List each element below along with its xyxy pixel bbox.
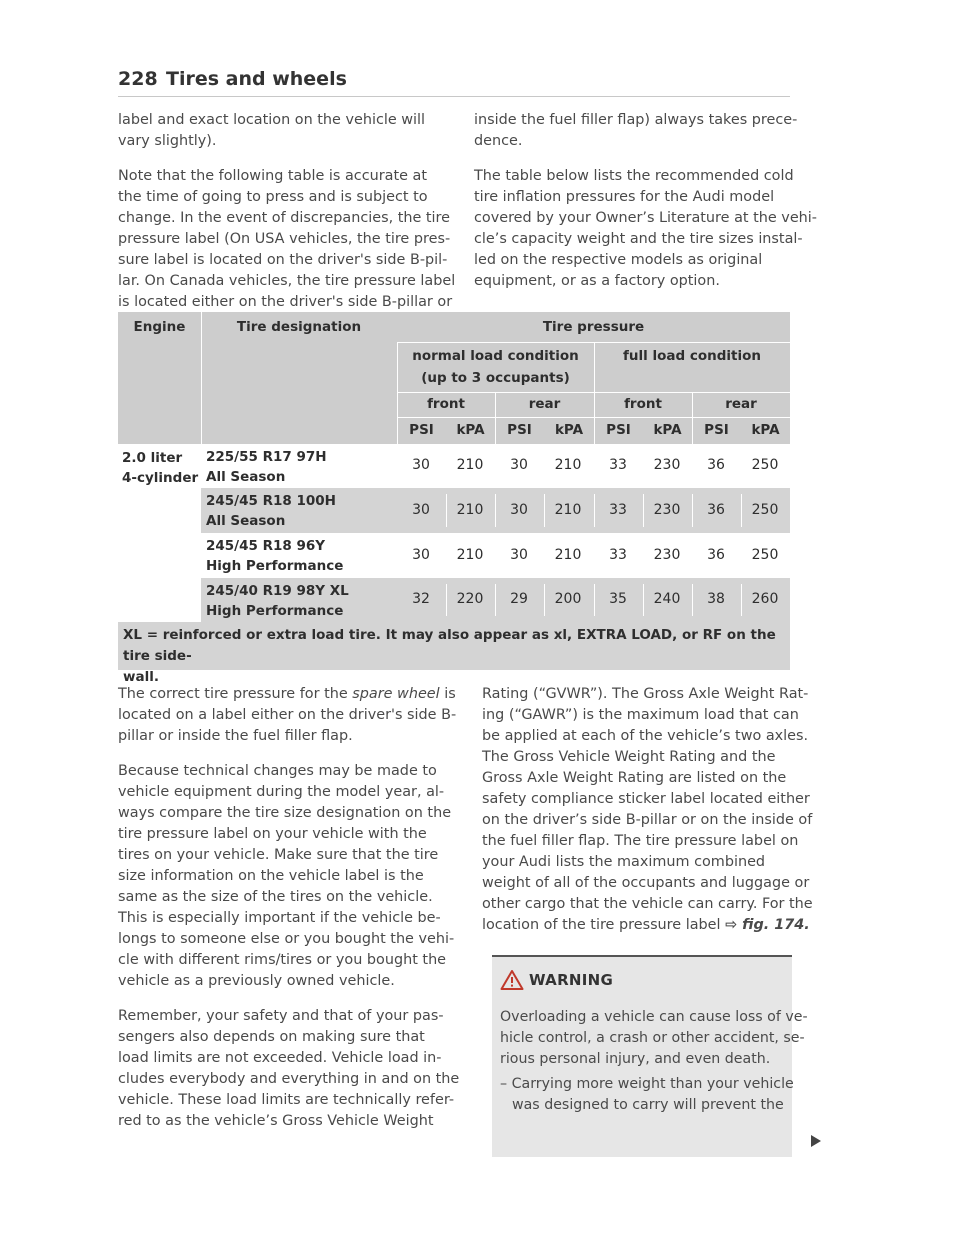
continue-arrow-icon <box>809 1134 823 1148</box>
pressure-value-cell: 30 <box>412 502 430 518</box>
tire-designation-cell: 225/55 R17 97H All Season <box>206 449 327 485</box>
pressure-value-cell: 250 <box>751 457 779 473</box>
bottom-left-column <box>118 684 458 1146</box>
engine-cell: 2.0 liter 4-cylinder <box>122 450 199 486</box>
header-normal-load-sub: (up to 3 occupants) <box>421 370 570 386</box>
header-front: front <box>427 396 465 412</box>
tire-designation-cell: 245/45 R18 96Y High Performance <box>206 538 344 574</box>
top-left-column <box>118 110 456 327</box>
pressure-value-cell: 30 <box>510 457 528 473</box>
pressure-value-cell: 250 <box>751 547 779 563</box>
header-tire-pressure: Tire pressure <box>542 319 645 335</box>
table-footnote: XL = reinforced or extra load tire. It may also appear as xl, EXTRA LOAD, or RF on the tire side- wall. <box>118 622 790 670</box>
header-unit: kPA <box>751 422 780 438</box>
pressure-value-cell: 33 <box>609 457 627 473</box>
warning-box <box>492 955 808 1157</box>
header-normal-load: normal load condition <box>412 348 579 364</box>
paragraph: inside the fuel filler flap) always takes prece- dence. <box>474 112 798 149</box>
header-unit: PSI <box>704 422 729 438</box>
header-unit: kPA <box>456 422 485 438</box>
pressure-value-cell: 260 <box>751 591 779 607</box>
warning-triangle-icon <box>500 969 524 991</box>
top-right-column <box>474 110 817 306</box>
spare-wheel-term: spare wheel <box>352 686 440 702</box>
pressure-value-cell: 30 <box>510 502 528 518</box>
pressure-value-cell: 30 <box>412 547 430 563</box>
pressure-value-cell: 210 <box>554 457 582 473</box>
pressure-value-cell: 220 <box>456 591 484 607</box>
header-unit: PSI <box>507 422 532 438</box>
pressure-value-cell: 29 <box>510 591 528 607</box>
warning-list-item: – Carrying more weight than your vehicle was designed to carry will prevent the <box>500 1076 794 1113</box>
header-full-load: full load condition <box>623 348 761 364</box>
pressure-value-cell: 210 <box>554 547 582 563</box>
warning-title: WARNING <box>529 971 614 989</box>
pressure-value-cell: 230 <box>653 502 681 518</box>
header-tire-designation: Tire designation <box>236 319 362 335</box>
pressure-value-cell: 36 <box>707 547 725 563</box>
paragraph: Because technical changes may be made to vehicle equipment during the model year, al- ways compare the tire size designation on the tire pressure label on your vehicle with the tires on your vehicle. Make sure that the tire size information on the vehicle label is the same as the size of the tires on the vehicle. This is especially important if the vehicle be- longs to someone else or you bought the vehi- cle with different rims/tires or you bought the vehicle as a previously owned vehicle. <box>118 763 455 989</box>
bottom-right-column <box>482 684 813 950</box>
pressure-value-cell: 36 <box>707 502 725 518</box>
pressure-value-cell: 210 <box>456 502 484 518</box>
tire-pressure-table <box>118 312 790 685</box>
header-unit: PSI <box>606 422 631 438</box>
paragraph: Remember, your safety and that of your pas- sengers also depends on making sure that load limits are not exceeded. Vehicle load in- cludes everybody and everything in and on the vehicle. These load limits are technically refer- red to as the vehicle’s Gross Vehicle Weight <box>118 1008 460 1129</box>
pressure-value-cell: 210 <box>456 547 484 563</box>
pressure-value-cell: 230 <box>653 457 681 473</box>
header-rear: rear <box>725 396 757 412</box>
pressure-value-cell: 36 <box>707 457 725 473</box>
paragraph: Note that the following table is accurate at the time of going to press and is subject to change. In the event of discrepancies, the tire pressure label (On USA vehicles, the tire pres- sure label is located on the driver's side B-pil- lar. On Canada vehicles, the tire pressure label is located either on the driver's side B-pillar or <box>118 168 456 310</box>
paragraph: The correct tire pressure for the spare wheel is located on a label either on the driver's side B- pillar or inside the fuel filler flap. <box>118 686 457 744</box>
header-rear: rear <box>528 396 561 412</box>
pressure-value-cell: 210 <box>456 457 484 473</box>
warning-body: Overloading a vehicle can cause loss of ve- hicle control, a crash or other accident, se- rious personal injury, and even death. – Carrying more weight than your vehicle was designed to carry will prevent the <box>500 1007 785 1116</box>
header-unit: kPA <box>554 422 584 438</box>
pressure-value-cell: 32 <box>412 591 430 607</box>
header-front: front <box>624 396 662 412</box>
tire-designation-cell: 245/40 R19 98Y XL High Performance <box>206 583 349 619</box>
section-title: Tires and wheels <box>166 68 347 90</box>
pressure-value-cell: 240 <box>653 591 681 607</box>
pressure-value-cell: 33 <box>609 502 627 518</box>
page-number: 228 <box>118 68 158 90</box>
header-engine: Engine <box>133 319 186 335</box>
paragraph: label and exact location on the vehicle will vary slightly). <box>118 112 426 149</box>
pressure-value-cell: 35 <box>609 591 627 607</box>
pressure-value-cell: 38 <box>707 591 725 607</box>
page-header <box>118 64 790 97</box>
pressure-value-cell: 250 <box>751 502 779 518</box>
figure-reference-link[interactable]: ⇨ fig. 174. <box>725 917 810 933</box>
pressure-value-cell: 210 <box>554 502 582 518</box>
pressure-value-cell: 200 <box>554 591 582 607</box>
pressure-value-cell: 230 <box>653 547 681 563</box>
pressure-value-cell: 33 <box>609 547 627 563</box>
paragraph: Rating (“GVWR”). The Gross Axle Weight Rat- ing (“GAWR”) is the maximum load that can be applied at each of the vehicle’s two axles. The Gross Vehicle Weight Rating and the Gross Axle Weight Rating are listed on the safety compliance sticker label located either on the driver’s side B-pillar or on the inside of the fuel filler flap. The tire pressure label on your Audi lists the maximum combined weight of all of the occupants and luggage or other cargo that the vehicle can carry. For the location of the tire pressure label ⇨ fig. 174. <box>482 686 813 933</box>
pressure-value-cell: 30 <box>510 547 528 563</box>
tire-designation-cell: 245/45 R18 100H All Season <box>206 493 336 529</box>
header-unit: kPA <box>653 422 682 438</box>
pressure-value-cell: 30 <box>412 457 430 473</box>
header-unit: PSI <box>409 422 434 438</box>
paragraph: The table below lists the recommended cold tire inflation pressures for the Audi model covered by your Owner’s Literature at the vehi- cle’s capacity weight and the tire sizes instal- led on the respective models as original equipment, or as a factory option. <box>474 168 817 289</box>
